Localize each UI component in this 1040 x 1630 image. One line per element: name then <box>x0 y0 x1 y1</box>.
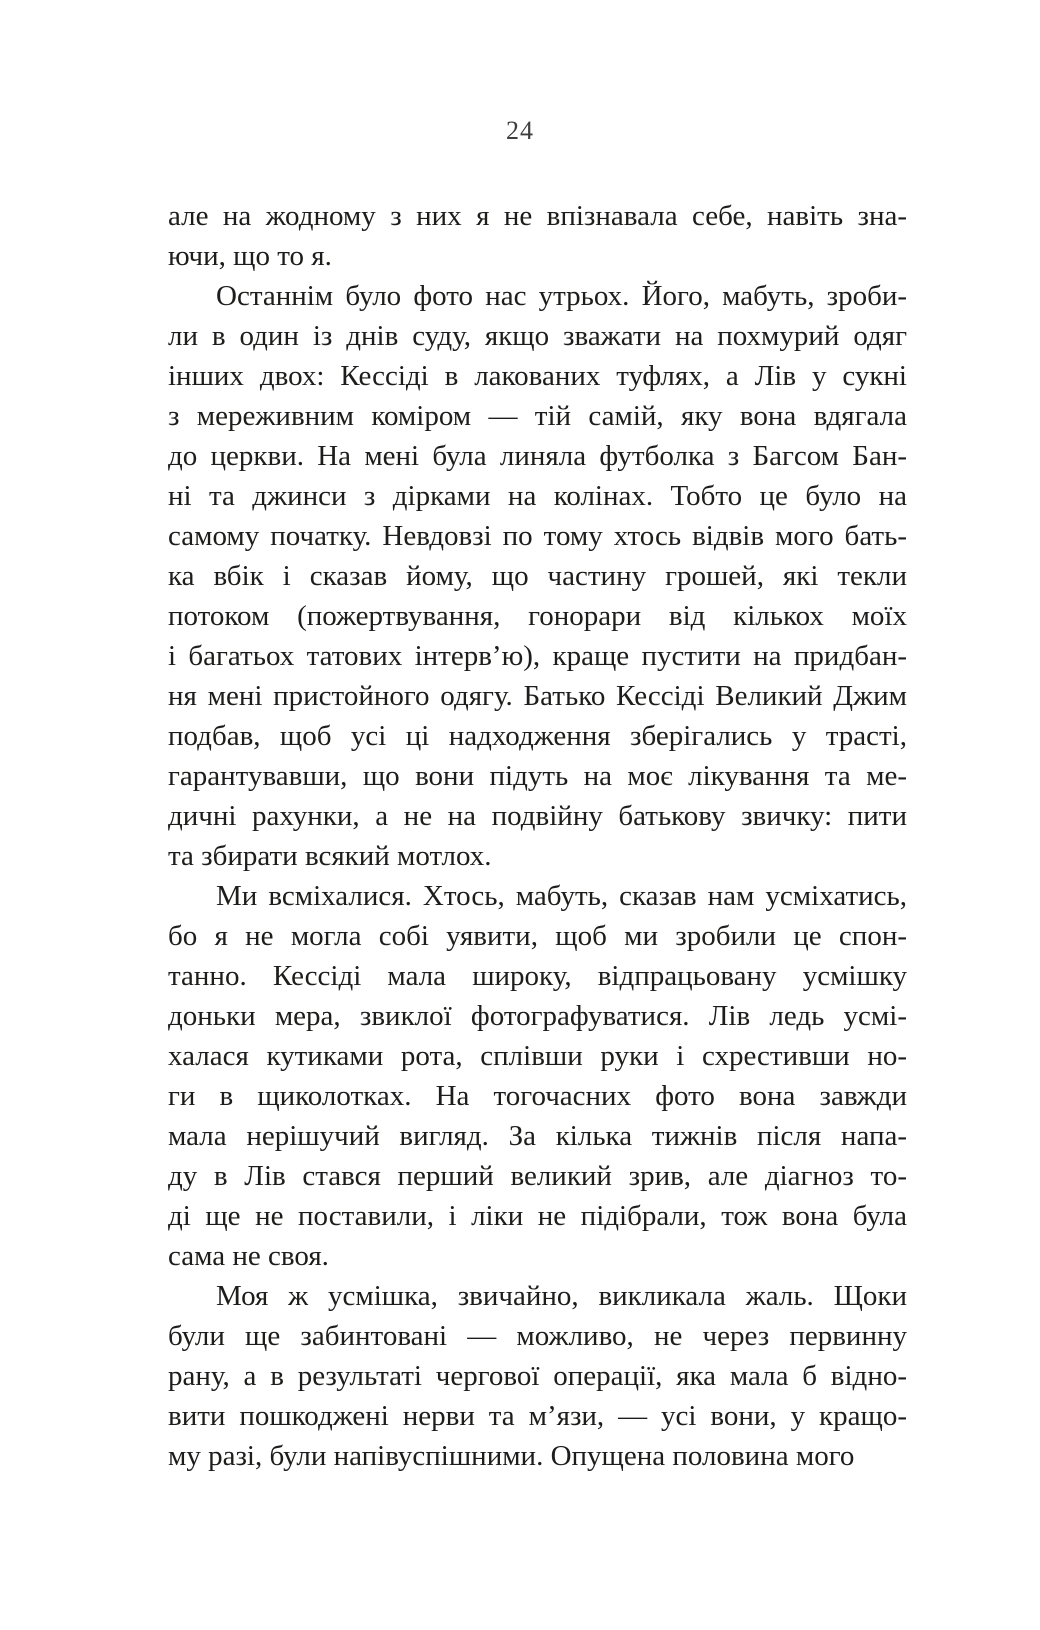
paragraph <box>168 196 907 276</box>
text-line: Ми всміхалися. Хтось, мабуть, сказав нам усміхатись, <box>216 880 907 912</box>
text-line: доньки мера, звиклої фотографуватися. Лів ледь усмі- <box>168 1000 907 1032</box>
text-line: самому початку. Невдовзі по тому хтось відвів мого бать- <box>168 520 907 552</box>
text-line: інших двох: Кессіді в лакованих туфлях, а Лів у сукні <box>168 360 907 392</box>
text-line: були ще забинтовані — можливо, не через первинну <box>168 1320 907 1352</box>
text-line: рану, а в результаті чергової операції, яка мала б відно- <box>168 1360 907 1392</box>
text-line: Моя ж усмішка, звичайно, викликала жаль. Щоки <box>216 1280 907 1312</box>
paragraph <box>168 1276 907 1476</box>
text-line: Останнім було фото нас утрьох. Його, мабуть, зроби- <box>216 280 907 312</box>
text-line: сама не своя. <box>168 1240 329 1272</box>
text-line: ли в один із днів суду, якщо зважати на похмурий одяг <box>168 320 907 352</box>
text-line: ги в щиколотках. На тогочасних фото вона завжди <box>168 1080 907 1112</box>
text-line: до церкви. На мені була линяла футболка з Багсом Бан- <box>168 440 907 472</box>
text-line: ня мені пристойного одягу. Батько Кессіді Великий Джим <box>168 680 907 712</box>
text-line: бо я не могла собі уявити, щоб ми зробили це спон- <box>168 920 907 952</box>
text-line: му разі, були напівуспішними. Опущена половина мого <box>168 1440 855 1472</box>
text-line: ка вбік і сказав йому, що частину грошей, які текли <box>168 560 907 592</box>
text-line: вити пошкоджені нерви та м’язи, — усі вони, у кращо- <box>168 1400 907 1432</box>
text-line: ні та джинси з дірками на колінах. Тобто це було на <box>168 480 907 512</box>
text-line: та збирати всякий мотлох. <box>168 840 492 872</box>
text-line: ді ще не поставили, і ліки не підібрали, тож вона була <box>168 1200 907 1232</box>
text-line: мала нерішучий вигляд. За кілька тижнів після напа- <box>168 1120 907 1152</box>
text-block <box>168 196 907 1476</box>
text-line: халася кутиками рота, сплівши руки і схрестивши но- <box>168 1040 907 1072</box>
text-line: танно. Кессіді мала широку, відпрацьовану усмішку <box>168 960 907 992</box>
text-line: подбав, щоб усі ці надходження зберігались у трасті, <box>168 720 907 752</box>
text-line: потоком (пожертвування, гонорари від кількох моїх <box>168 600 907 632</box>
paragraph <box>168 876 907 1276</box>
text-line: але на жодному з них я не впізнавала себе, навіть зна- <box>168 200 907 232</box>
text-line: ючи, що то я. <box>168 240 332 272</box>
text-line: і багатьох татових інтерв’ю), краще пустити на придбан- <box>168 640 907 672</box>
paragraph <box>168 276 907 876</box>
text-line: дичні рахунки, а не на подвійну батькову звичку: пити <box>168 800 907 832</box>
text-line: ду в Лів стався перший великий зрив, але діагноз то- <box>168 1160 907 1192</box>
text-line: з мереживним коміром — тій самій, яку вона вдягала <box>168 400 907 432</box>
page-number: 24 <box>506 116 534 145</box>
text-line: гарантувавши, що вони підуть на моє лікування та ме- <box>168 760 907 792</box>
